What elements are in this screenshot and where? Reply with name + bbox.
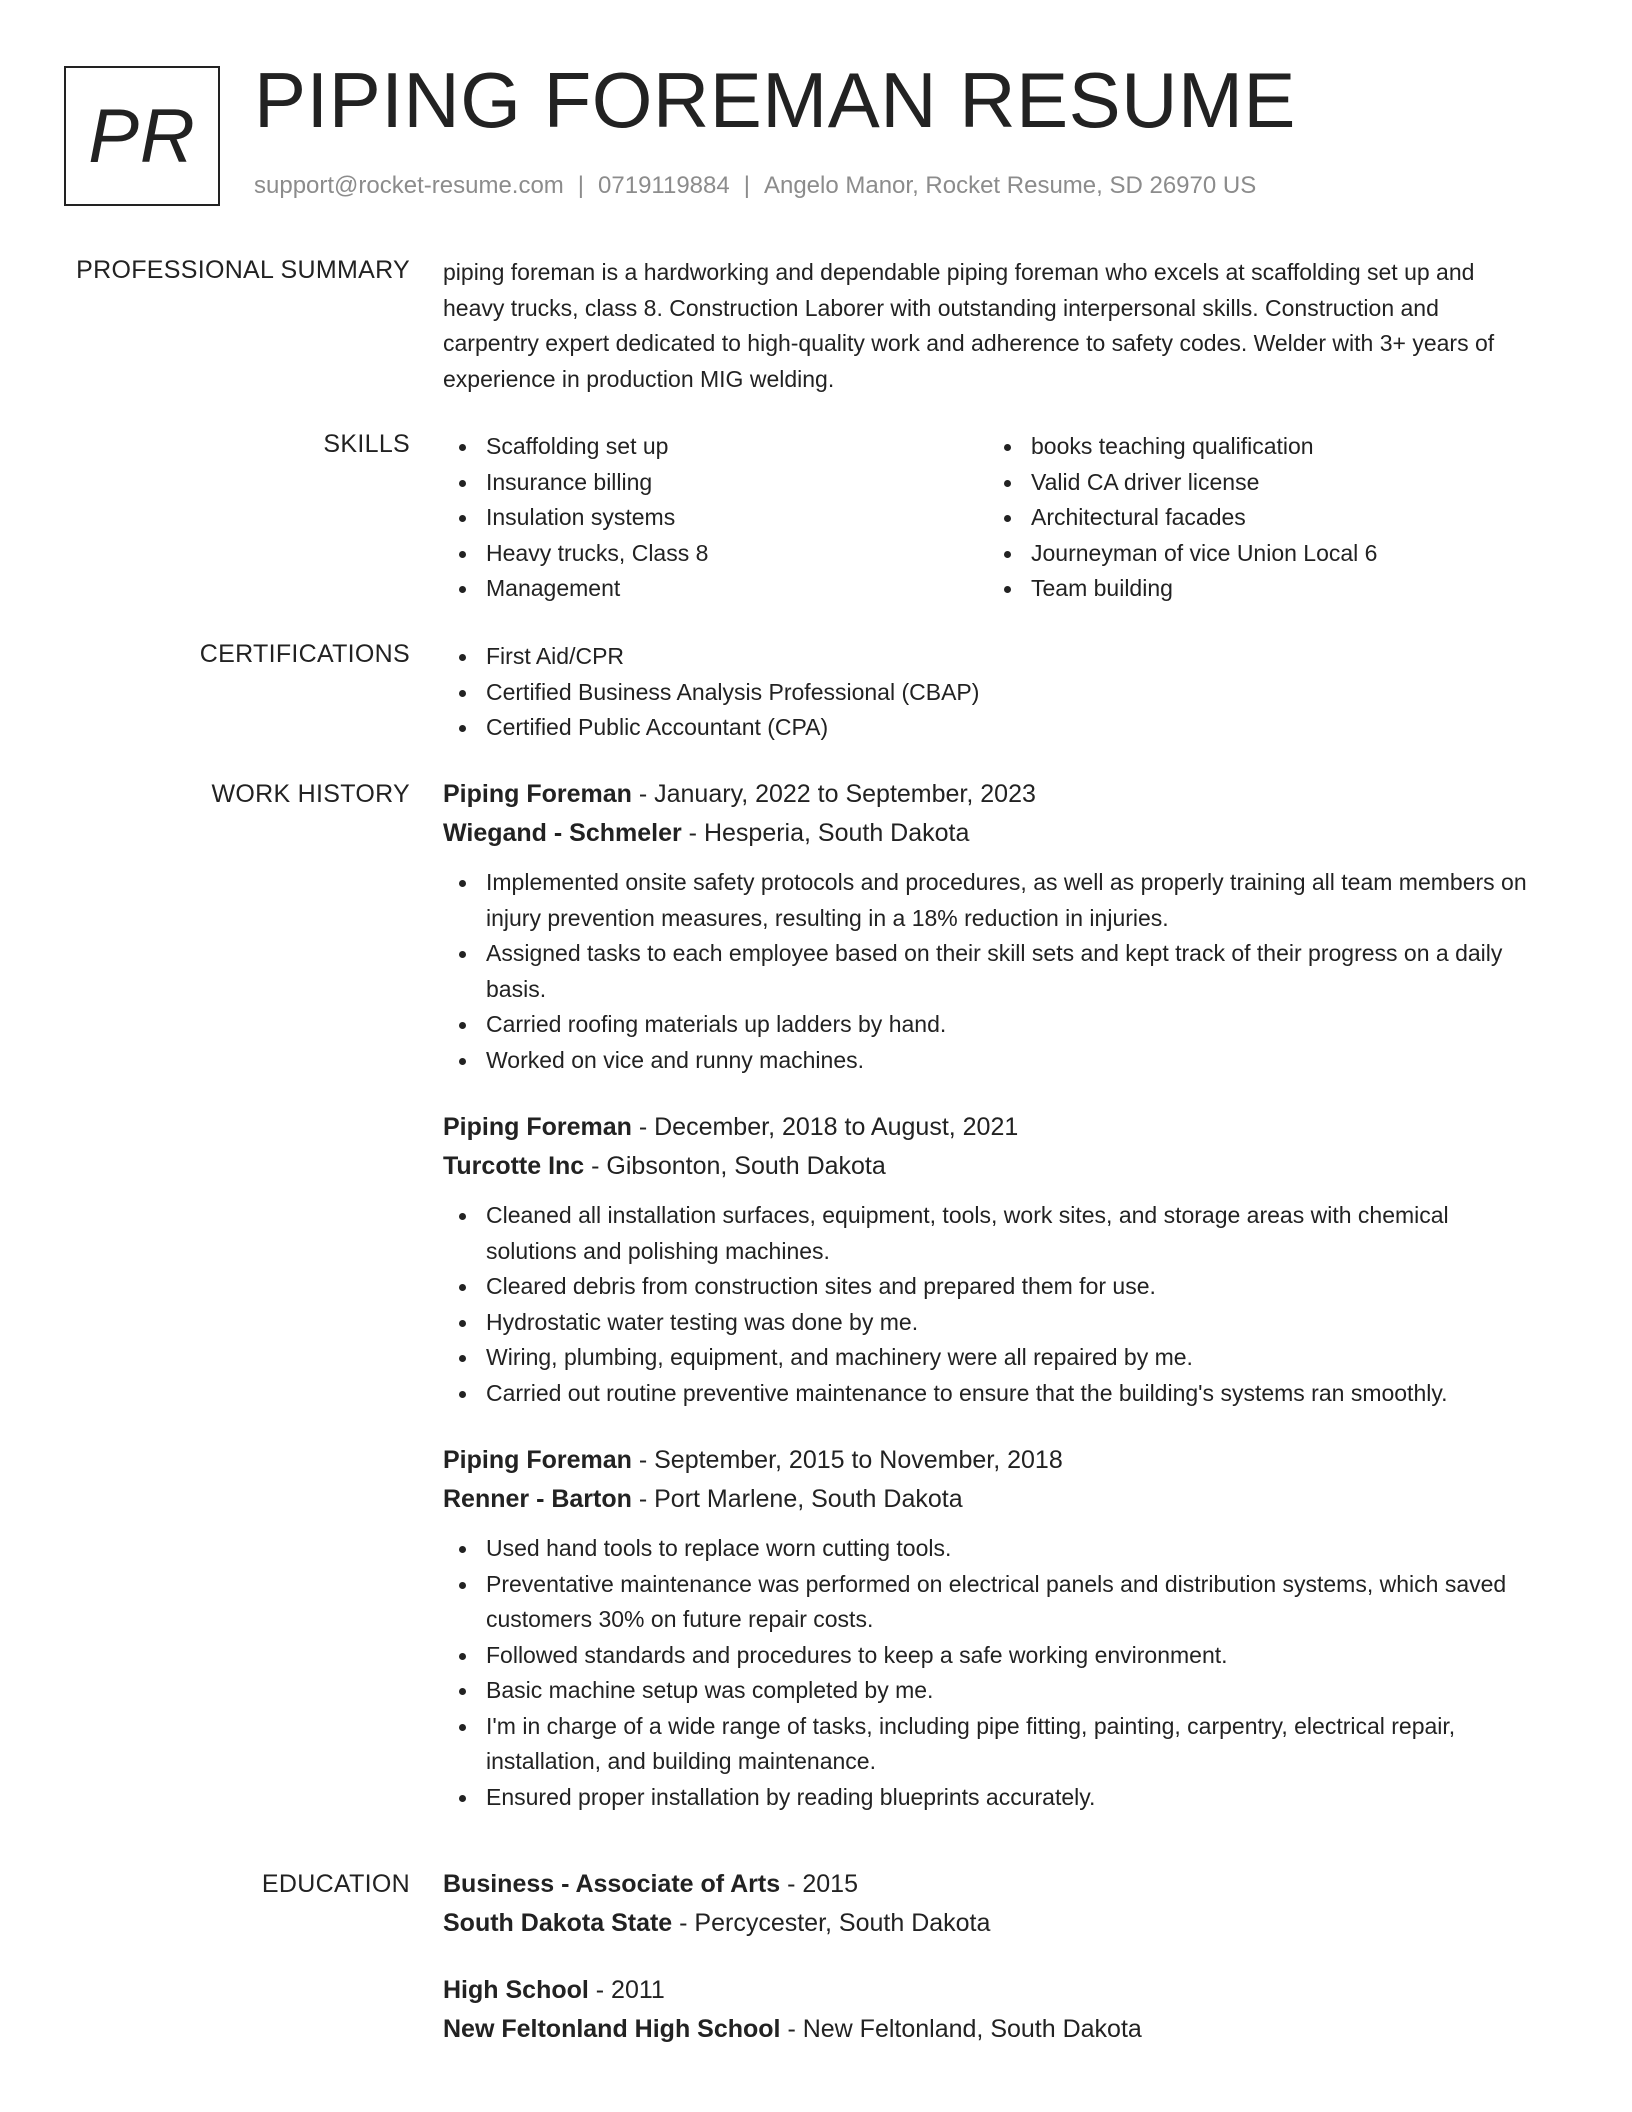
education-location: - New Feltonland, South Dakota [780,2015,1142,2043]
list-item: Implemented onsite safety protocols and procedures, as well as properly training all team members on injury prevention measures, resulting in a 18% reduction in injuries. [486,865,1533,936]
job-title: Piping Foreman [443,780,632,808]
summary-text: piping foreman is a hardworking and dependable piping foreman who excels at scaffolding set up and heavy trucks, class 8. Construction Laborer with outstanding interpersonal skills. Construction and carpentry expert dedicated to high-quality work and adherence to safety codes. Welder with 3+ years of experience in production MIG welding. [443,259,1495,392]
list-item: Assigned tasks to each employee based on their skill sets and kept track of their progress on a daily basis. [486,936,1533,1007]
job-location: - Hesperia, South Dakota [681,819,970,847]
monogram-logo: PR [64,66,220,206]
list-item: Team building [1031,571,1533,607]
list-item: books teaching qualification [1031,429,1533,465]
list-item: Heavy trucks, Class 8 [486,536,988,572]
section-label: PROFESSIONAL SUMMARY [76,256,410,284]
page-title: PIPING FOREMAN RESUME [254,56,1296,144]
contact-address: Angelo Manor, Rocket Resume, SD 26970 US [763,172,1257,199]
list-item: Hydrostatic water testing was done by me. [486,1305,1533,1341]
job-bullets [443,1198,1533,1411]
skills-body [443,429,1533,607]
list-item: I'm in charge of a wide range of tasks, including pipe fitting, painting, carpentry, electrical repair, installation, and building maintenance. [486,1709,1533,1780]
list-item: Cleared debris from construction sites and prepared them for use. [486,1269,1533,1305]
list-item: Wiring, plumbing, equipment, and machinery were all repaired by me. [486,1340,1533,1376]
skills-list-right [988,429,1533,607]
education-location: - Percycester, South Dakota [672,1909,991,1937]
education-school: South Dakota State [443,1909,673,1937]
job-title: Piping Foreman [443,1446,632,1474]
skills-list-left [443,429,988,607]
education-year: - 2011 [588,1976,665,2004]
education-school: New Feltonland High School [443,2015,781,2043]
job-company: Turcotte Inc [443,1152,585,1180]
list-item: Certified Public Accountant (CPA) [486,710,1533,746]
job-company: Wiegand - Schmeler [443,819,682,847]
job-location: - Port Marlene, South Dakota [631,1485,963,1513]
section-label: WORK HISTORY [211,780,410,808]
list-item: Used hand tools to replace worn cutting tools. [486,1531,1533,1567]
certifications-body [443,639,1533,746]
job-dates: - January, 2022 to September, 2023 [631,780,1036,808]
education-body [443,1865,1533,2077]
list-item: Valid CA driver license [1031,465,1533,501]
job-entry [443,775,1533,1078]
job-bullets [443,1531,1533,1815]
job-title: Piping Foreman [443,1113,632,1141]
job-dates: - December, 2018 to August, 2021 [631,1113,1019,1141]
certifications-list [443,639,1533,746]
contact-line [254,172,1256,200]
section-label: EDUCATION [261,1870,410,1898]
job-entry [443,1108,1533,1411]
contact-phone[interactable]: 0719119884 [598,172,730,199]
job-entry [443,1441,1533,1815]
list-item: Management [486,571,988,607]
education-entry [443,1865,1533,1943]
education-year: - 2015 [780,1870,858,1898]
list-item: Ensured proper installation by reading blueprints accurately. [486,1780,1533,1816]
list-item: Carried out routine preventive maintenance to ensure that the building's systems ran smoothly. [486,1376,1533,1412]
contact-separator: | [743,172,750,199]
work-history-body [443,775,1533,1845]
contact-separator: | [577,172,585,199]
list-item: Certified Business Analysis Professional (CBAP) [486,675,1533,711]
education-degree: High School [443,1976,589,2004]
section-label: SKILLS [323,430,410,458]
list-item: Insurance billing [486,465,988,501]
list-item: Worked on vice and runny machines. [486,1043,1533,1079]
list-item: Carried roofing materials up ladders by hand. [486,1007,1533,1043]
list-item: Cleaned all installation surfaces, equipment, tools, work sites, and storage areas with chemical solutions and polishing machines. [486,1198,1533,1269]
section-label: CERTIFICATIONS [199,640,410,668]
job-location: - Gibsonton, South Dakota [584,1152,886,1180]
list-item: Basic machine setup was completed by me. [486,1673,1533,1709]
job-bullets [443,865,1533,1078]
list-item: Preventative maintenance was performed on electrical panels and distribution systems, which saved customers 30% on future repair costs. [486,1567,1533,1638]
list-item: Scaffolding set up [486,429,988,465]
list-item: Followed standards and procedures to keep a safe working environment. [486,1638,1533,1674]
list-item: Insulation systems [486,500,988,536]
list-item: First Aid/CPR [486,639,1533,675]
education-degree: Business - Associate of Arts [443,1870,781,1898]
list-item: Architectural facades [1031,500,1533,536]
list-item: Journeyman of vice Union Local 6 [1031,536,1533,572]
job-company: Renner - Barton [443,1485,632,1513]
contact-email[interactable]: support@rocket-resume.com [254,172,564,199]
job-dates: - September, 2015 to November, 2018 [631,1446,1063,1474]
education-entry [443,1971,1533,2049]
